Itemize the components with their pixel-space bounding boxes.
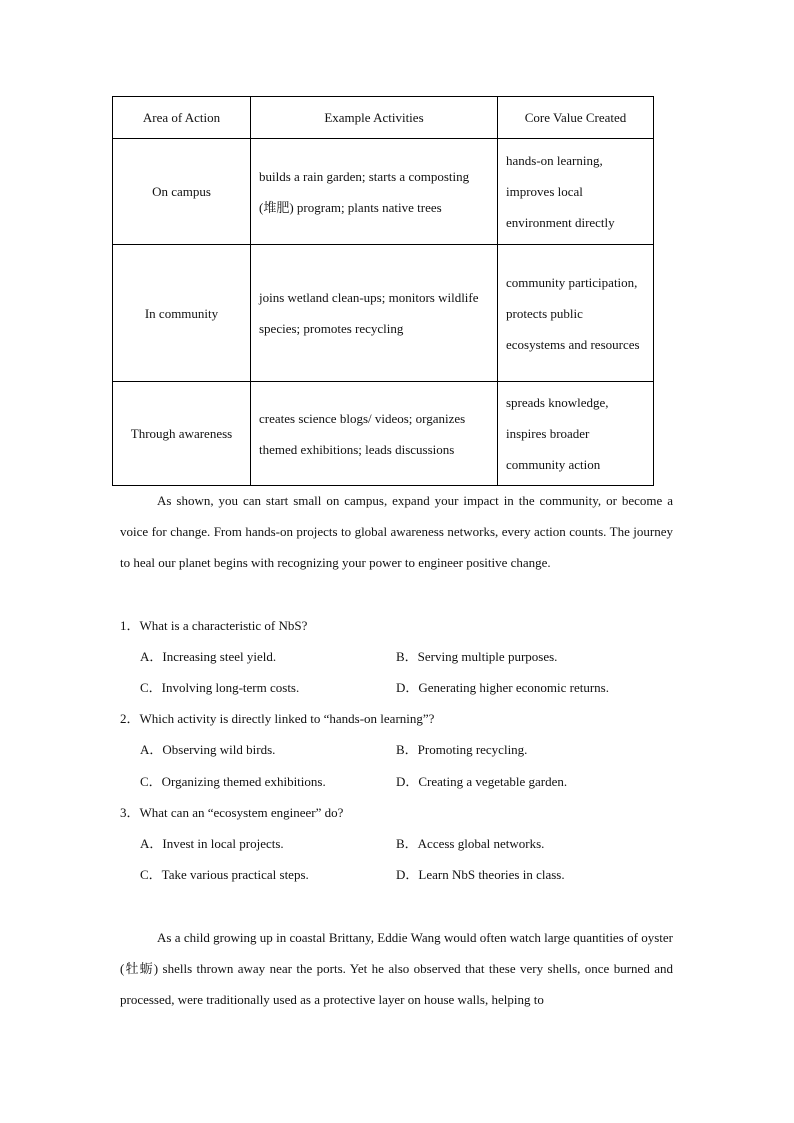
- table-row: [113, 245, 654, 382]
- question-2-option-b[interactable]: B．Promoting recycling.: [396, 742, 528, 757]
- activities-table: [112, 96, 654, 486]
- activities-cell: joins wetland clean-ups; monitors wildlife species; promotes recycling: [251, 245, 498, 382]
- question-3-option-c[interactable]: C．Take various practical steps.: [140, 867, 309, 882]
- question-2-stem: 2．Which activity is directly linked to “hands-on learning”?: [120, 711, 435, 726]
- question-3-option-b[interactable]: B．Access global networks.: [396, 836, 545, 851]
- question-3-option-a[interactable]: A．Invest in local projects.: [140, 836, 284, 851]
- question-1-option-d[interactable]: D．Generating higher economic returns.: [396, 680, 609, 695]
- question-3-option-d[interactable]: D．Learn NbS theories in class.: [396, 867, 565, 882]
- question-2-option-c[interactable]: C．Organizing themed exhibitions.: [140, 774, 326, 789]
- question-1-option-c[interactable]: C．Involving long-term costs.: [140, 680, 300, 695]
- area-cell: In community: [113, 245, 251, 382]
- question-2-option-d[interactable]: D．Creating a vegetable garden.: [396, 774, 568, 789]
- area-cell: On campus: [113, 139, 251, 245]
- question-1-option-a[interactable]: A．Increasing steel yield.: [140, 649, 277, 664]
- question-1-stem: 1．What is a characteristic of NbS?: [120, 618, 308, 633]
- question-1-option-b[interactable]: B．Serving multiple purposes.: [396, 649, 558, 664]
- header-area: Area of Action: [113, 97, 251, 139]
- header-activities: Example Activities: [251, 97, 498, 139]
- area-cell: Through awareness: [113, 382, 251, 486]
- summary-paragraph: As shown, you can start small on campus, expand your impact in the community, or become a voice for change. From hands-on projects to global awareness networks, every action counts. The journey to heal our planet begins with recognizing your power to engineer positive change.: [120, 493, 673, 570]
- value-cell: spreads knowledge, inspires broader community action: [498, 382, 654, 486]
- question-2-option-a[interactable]: A．Observing wild birds.: [140, 742, 276, 757]
- passage-paragraph: As a child growing up in coastal Brittany, Eddie Wang would often watch large quantities of oyster (牡蛎) shells thrown away near the ports. Yet he also observed that these very shells, once burned and processed, were traditionally used as a protective layer on house walls, helping to: [120, 930, 673, 1007]
- activities-cell: creates science blogs/ videos; organizes themed exhibitions; leads discussions: [251, 382, 498, 486]
- question-3-stem: 3．What can an “ecosystem engineer” do?: [120, 805, 344, 820]
- activities-cell: builds a rain garden; starts a composting (堆肥) program; plants native trees: [251, 139, 498, 245]
- value-cell: community participation, protects public ecosystems and resources: [498, 245, 654, 382]
- table-row: [113, 382, 654, 486]
- value-cell: hands-on learning, improves local environment directly: [498, 139, 654, 245]
- table-row: [113, 139, 654, 245]
- header-value: Core Value Created: [498, 97, 654, 139]
